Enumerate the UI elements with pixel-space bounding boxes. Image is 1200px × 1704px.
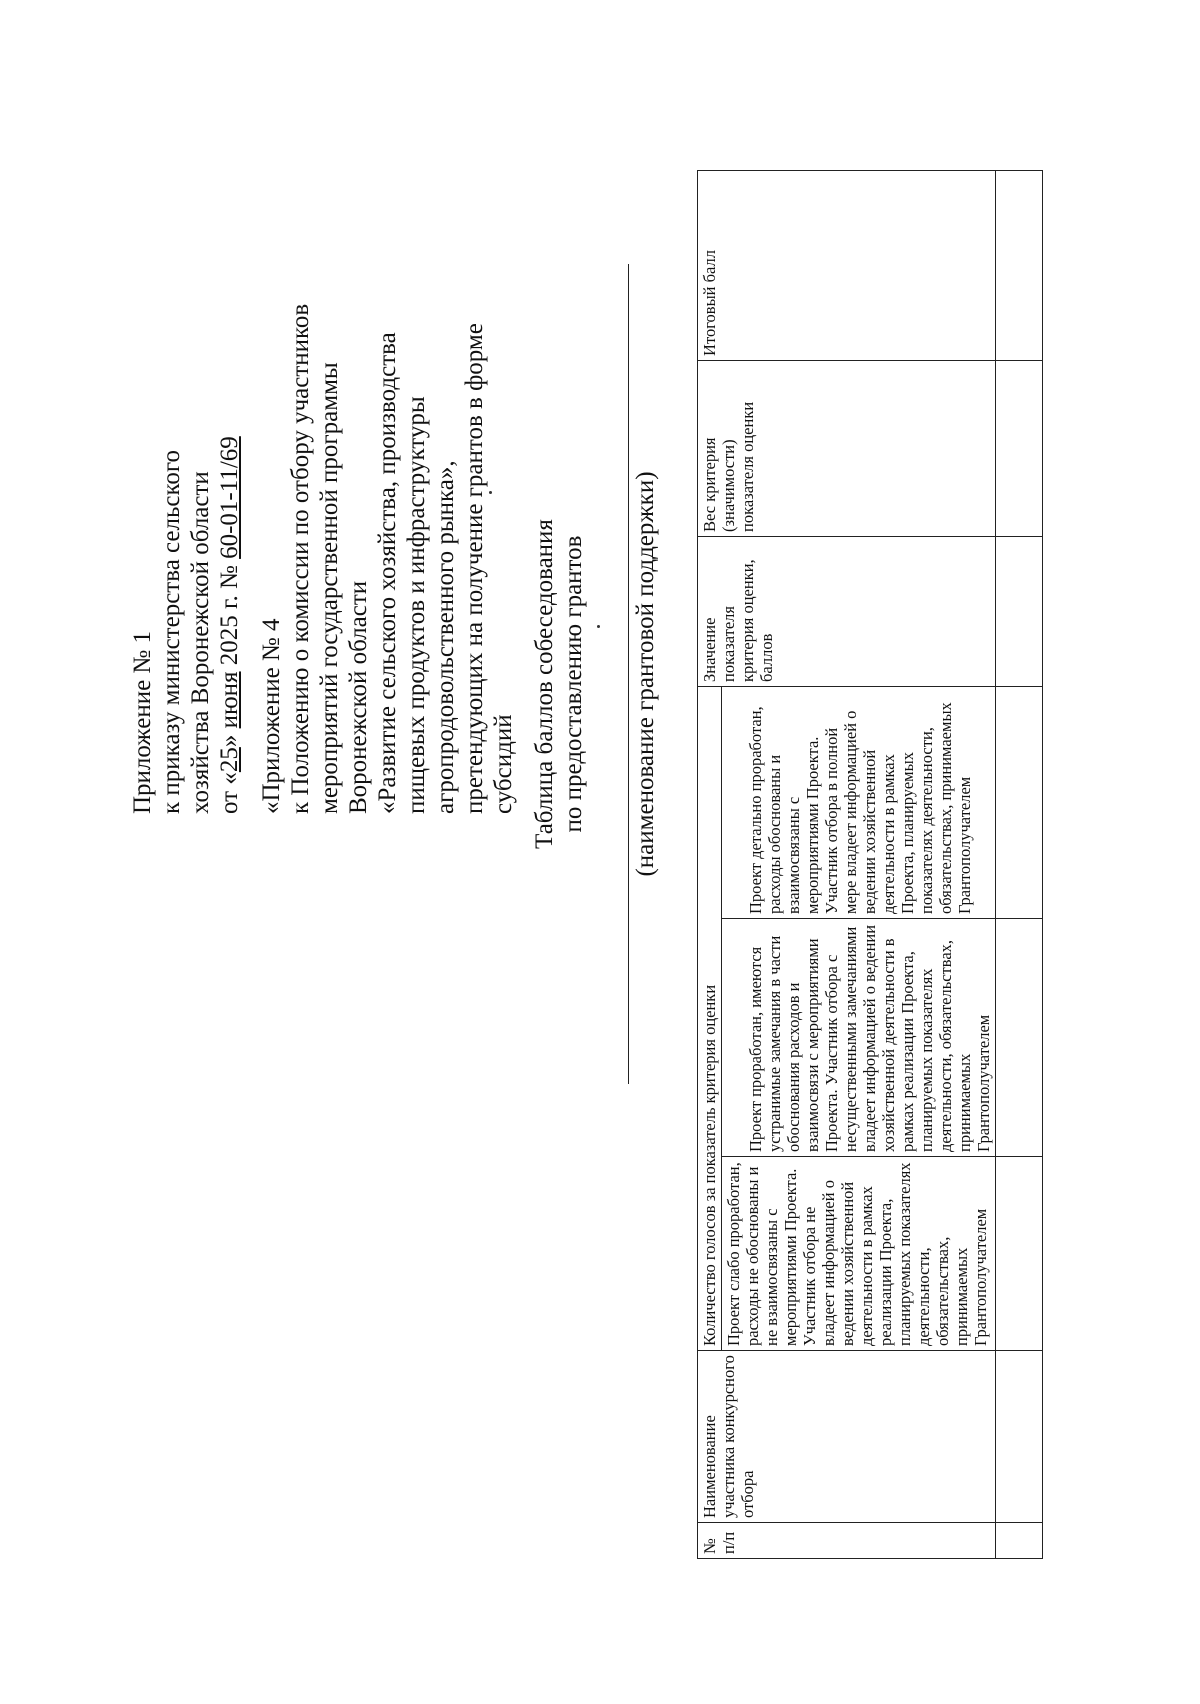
stray-dot	[489, 491, 492, 494]
appendix-line-2: к приказу министерства сельского	[158, 449, 185, 814]
criterion-medium: Проект проработан, имеются устранимые замечания в части обоснования расходов и взаимосвязи с мероприятиями Проекта. Участник отбора с несущественными замечаниями владеет информацией о ведении хозяйственной деятельности в рамках реализации Проекта, планируемых показателях деятельности, обязательствах, принимаемых Грантополучателем	[722, 919, 996, 1157]
date-month: июня	[216, 671, 243, 729]
regulation-header	[257, 304, 518, 814]
table-cell	[996, 170, 1043, 360]
order-number: 60-01-11/69	[216, 436, 243, 559]
page-title	[530, 424, 588, 944]
header-value: Значение показателя критерия оценки, баллов	[698, 536, 996, 686]
table-cell	[996, 919, 1043, 1157]
regulation-line-9: субсидий	[490, 714, 517, 814]
table-cell	[996, 536, 1043, 686]
title-line-2: по предоставлению грантов	[560, 535, 587, 833]
table-row	[996, 170, 1043, 1558]
date-day: 25	[216, 747, 243, 773]
appendix-header	[128, 436, 244, 814]
header-weight: Вес критерия (значимости) показателя оценки	[698, 360, 996, 536]
regulation-line-2: к Положению о комиссии по отбору участников	[287, 303, 314, 814]
criterion-low: Проект слабо проработан, расходы не обоснованы и не взаимосвязаны с мероприятиями Проекта. Участник отбора не владеет информацией о ведении хозяйственной деятельности в рамках реализации Проекта, планируемых показателях деятельности, обязательствах, принимаемых Грантополучателем	[722, 1157, 996, 1351]
regulation-line-6: пищевых продуктов и инфраструктуры	[403, 396, 430, 814]
regulation-line-3: мероприятий государственной программы	[316, 362, 343, 814]
title-line-1: Таблица баллов собеседования	[531, 519, 558, 849]
regulation-line-4: Воронежской области	[345, 580, 372, 814]
stray-dot	[597, 625, 600, 628]
regulation-line-7: агропродовольственного рынка»,	[432, 460, 459, 814]
regulation-line-8: претендующих на получение грантов в форме	[461, 323, 488, 814]
appendix-line-3: хозяйства Воронежской области	[187, 471, 214, 814]
appendix-line-1: Приложение № 1	[129, 630, 156, 814]
header-num: № п/п	[698, 1523, 996, 1559]
table-cell	[996, 1157, 1043, 1351]
table-cell	[996, 1351, 1043, 1523]
header-votes: Количество голосов за показатель критерия оценки	[698, 686, 722, 1350]
table-cell	[996, 686, 1043, 918]
support-caption: (наименование грантовой поддержки)	[632, 471, 659, 877]
table-cell	[996, 360, 1043, 536]
support-name-line	[628, 264, 629, 1084]
table-header-row	[698, 170, 722, 1558]
table-cell	[996, 1523, 1043, 1559]
regulation-line-5: «Развитие сельского хозяйства, производства	[374, 332, 401, 814]
regulation-line-1: «Приложение № 4	[258, 618, 285, 814]
score-table	[697, 170, 1043, 1559]
header-participant: Наименование участника конкурсного отбора	[698, 1351, 996, 1523]
header-total: Итоговый балл	[698, 170, 996, 360]
criterion-high: Проект детально проработан, расходы обоснованы и взаимосвязаны с мероприятиями Проекта. Участник отбора в полной мере владеет информацией о ведении хозяйственной деятельности в рамках Проекта, планируемых показателях деятельности, обязательствах, принимаемых Грантополучателем	[722, 686, 996, 918]
appendix-date-line: от «25» июня 2025 г. № 60-01-11/69	[216, 436, 243, 814]
